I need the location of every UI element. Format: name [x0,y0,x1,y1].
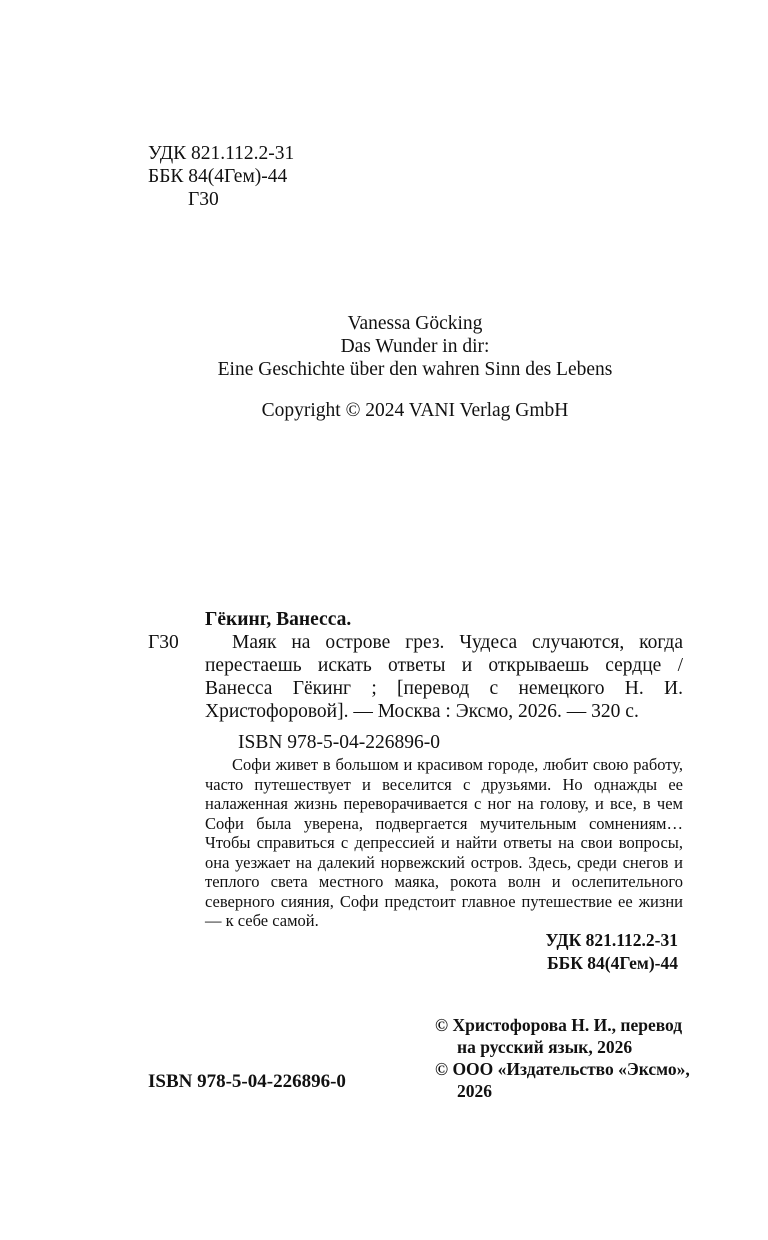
bibliographic-entry [148,608,683,723]
bbk-code: ББК 84(4Гем)-44 [148,166,288,187]
isbn-entry: ISBN 978-5-04-226896-0 [238,732,441,753]
classification-repeat-block [380,929,678,975]
copyright-notices [435,1014,707,1102]
original-edition-block [145,312,685,422]
original-title: Das Wunder in dir: [340,336,490,357]
copyright-publisher-line-cont: 2026 [457,1081,492,1101]
isbn-bottom: ISBN 978-5-04-226896-0 [148,1071,346,1092]
udc-code: УДК 821.112.2-31 [148,143,295,164]
author-sign: Г30 [188,189,219,210]
bib-description: Маяк на острове грез. Чудеса случаются, когда перестаешь искать ответы и открываешь сердце / Ванесса Гёкинг ; [перевод с немецкого Н. И. Христофоровой]. — Москва : Эксмо, 2026. — 320 с. [205,632,683,722]
bib-author-heading: Гёкинг, Ванесса. [205,609,352,630]
udc-code-repeat: УДК 821.112.2-31 [545,930,678,950]
original-copyright-line: Copyright © 2024 VANI Verlag GmbH [261,400,569,421]
classification-block [148,142,294,211]
copyright-translator-line: © Христофорова Н. И., перевод [435,1015,683,1035]
original-author: Vanessa Göcking [347,313,483,334]
annotation-paragraph: Софи живет в большом и красивом городе, любит свою работу, часто путешествует и веселится с друзьями. Но однажды ее налаженная жизнь переворачивается с ног на голову, и все, в чем Софи была уверена, подвергается мучительным сомнениям… Чтобы справиться с депрессией и найти ответы на свои вопросы, она уезжает на далекий норвежский остров. Здесь, среди снегов и теплого света местного маяка, рокота волн и ослепительного северного сияния, Софи предстоит главное путешествие ее жизни — к себе самой. [205,755,683,930]
copyright-publisher-line: © ООО «Издательство «Эксмо», [435,1059,690,1079]
bib-author-sign: Г30 [148,632,179,653]
copyright-translator-line-cont: на русский язык, 2026 [457,1037,633,1057]
original-subtitle: Eine Geschichte über den wahren Sinn des Lebens [217,359,613,380]
bbk-code-repeat: ББК 84(4Гем)-44 [547,953,678,973]
